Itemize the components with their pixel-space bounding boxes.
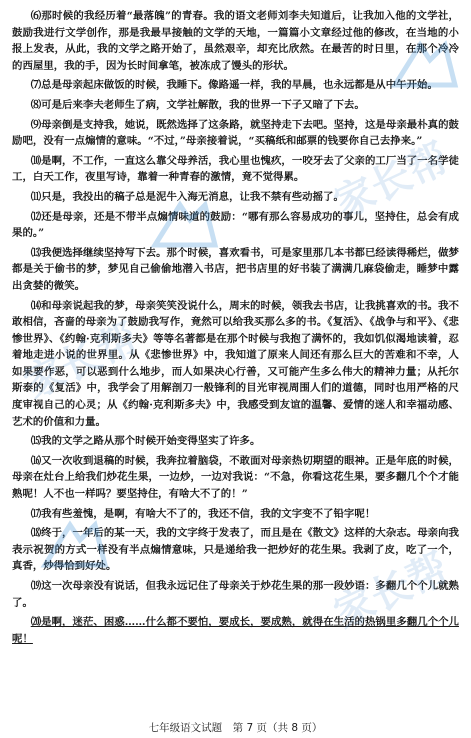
paragraph bbox=[12, 525, 459, 575]
paragraph bbox=[12, 153, 459, 186]
article-body bbox=[12, 8, 459, 647]
paragraph bbox=[12, 189, 459, 206]
paragraph bbox=[12, 209, 459, 242]
paragraph-text: ⒄我有些羞愧，是啊，有啥大不了的，我还不信，我的文字变不了铅字呢！ bbox=[30, 507, 376, 520]
paragraph-text: ⑹那时候的我经历着“最落魄”的青春。我的语文老师刘李夫知道后，让我加入他的文学社，鼓励我进行文学创作，那是我最早接触的文学的天地，一篇篇小文章经过他的修改，在当地的小报上发表，从此，我的文学之路开始了，虽然艰辛，却充比欣然。在最苦的时日里，在那个冷冷的西屋里，我的手，因为长时间拿笔，被冻成了馒头的形状。 bbox=[12, 10, 459, 72]
paragraph bbox=[12, 8, 459, 74]
paragraph bbox=[12, 77, 459, 94]
paragraph-text: ⒃又一次收到退稿的时候，我奔拉着脑袋，不敢面对母亲热切期望的眼神。正是年底的时候，母亲在灶台上给我们炒花生果，一边炒，一边对我说：“不急，你看这花生果，要多翻几个个才能熟呢！人不也一样吗？要坚持住，有啥大不了的！” bbox=[12, 454, 459, 501]
paragraph bbox=[12, 245, 459, 295]
paragraph bbox=[12, 578, 459, 611]
paragraph bbox=[12, 614, 459, 647]
paragraph-text: ⑺总是母亲起床做饭的时候，我睡下。像路遥一样，我的早晨，也永远都是从中午开始。 bbox=[30, 79, 438, 92]
paragraph-text: ⒆这一次母亲没有说话，但我永远记住了母亲关于炒花生果的那一段妙语：多翻几个个儿就熟了。 bbox=[12, 580, 459, 609]
page-footer: 七年级语文试题 第 7 页（共 8 页） bbox=[148, 722, 323, 734]
watermark: 家长帮 bbox=[17, 315, 146, 408]
paragraph-text: ⒀我便选择继续坚持写下去。那个时候，喜欢看书，可是家里那几本书都已经读得稀烂，做梦都是关于偷书的梦，梦见自己偷偷地潜入书店，把书店里的好书装了满满几麻袋偷走，睡梦中露出贪婪的微笑。 bbox=[12, 246, 459, 292]
paragraph-text: ⒇是啊，迷茫、困惑……什么都不要怕，要成长，要成熟，就得在生活的热锅里多翻几个个儿呢！ bbox=[12, 616, 459, 645]
paragraph-text: ⑼母亲倒是支持我，她说，既然选择了这条路，就坚持走下去吧。坚持，这是母亲最朴真的鼓励吧，没有一点煽情的意味。“不过，”母亲接着说，“买稿纸和邮票的钱要你自己去挣来。” bbox=[12, 118, 459, 148]
paragraph-text: ⑻可是后来李夫老师生了病，文学社解散，我的世界一下子又暗了下去。 bbox=[30, 98, 365, 111]
paragraph bbox=[12, 97, 459, 114]
paragraph bbox=[12, 433, 459, 450]
paragraph bbox=[12, 298, 459, 431]
paragraph-text: ⑽是啊，不工作，一直这么靠父母养活，我心里也愧疚，一咬牙去了父亲的工厂当了一名学徒工，白天工作，夜里写诗，靠着一种青春的激情，竟不觉得累。 bbox=[12, 154, 459, 184]
paragraph bbox=[12, 117, 459, 150]
paragraph-text: ⑾只是，我投出的稿子总是泥牛入海无消息，让我不禁有些动摇了。 bbox=[30, 190, 344, 203]
paragraph-text: ⑿还是母亲，还是不带半点煽情味道的鼓励：“哪有那么容易成功的事儿，坚持住，总会有成果的。” bbox=[12, 210, 459, 240]
watermark: 家长帮 bbox=[327, 135, 456, 228]
paragraph bbox=[12, 506, 459, 523]
watermark: 家长帮 bbox=[327, 545, 456, 638]
paragraph-text: ⒁和母亲说起我的梦，母亲笑笑没说什么，周末的时候，领我去书店，让我挑喜欢的书。我不敢相信，吝啬的母亲为了鼓励我写作，竟然可以给我买那么多的书。《复活》、《战争与和平》、《悲惨世界》、《约翰·克利斯多夫》等等名著都是在那个时候与我抱了满怀的，我如饥似渴地读着，忍着地走进小说的世界里。从《悲惨世界》中，我知道了原来人间还有那么巨大的苦难和不幸，人如果要作恶，可以恶到什么地步，而人如果决心行善，又可能产生多么伟大的精神力量；从托尔斯泰的《复活》中，我学会了用解剖刀一般锋利的目光审视周围人们的道德，同时也用严格的尺度审视自己的心灵；从《约翰·克利斯多夫》中，我感受到友谊的温馨、爱情的迷人和幸福动感、艺术的价值和力量。 bbox=[12, 299, 459, 428]
paragraph-text: ⒂我的文学之路从那个时候开始变得坚实了许多。 bbox=[30, 435, 261, 448]
paragraph-text: ⒅终于，一年后的某一天，我的文字终于发表了，而且是在《散文》这样的大杂志。母亲向我表示祝贺的方式一样没有半点煽情意味，只是递给我一把炒好的花生果。我剥了皮，吃了一个，真香，炒得恰到好处。 bbox=[12, 527, 459, 573]
paragraph bbox=[12, 453, 459, 503]
